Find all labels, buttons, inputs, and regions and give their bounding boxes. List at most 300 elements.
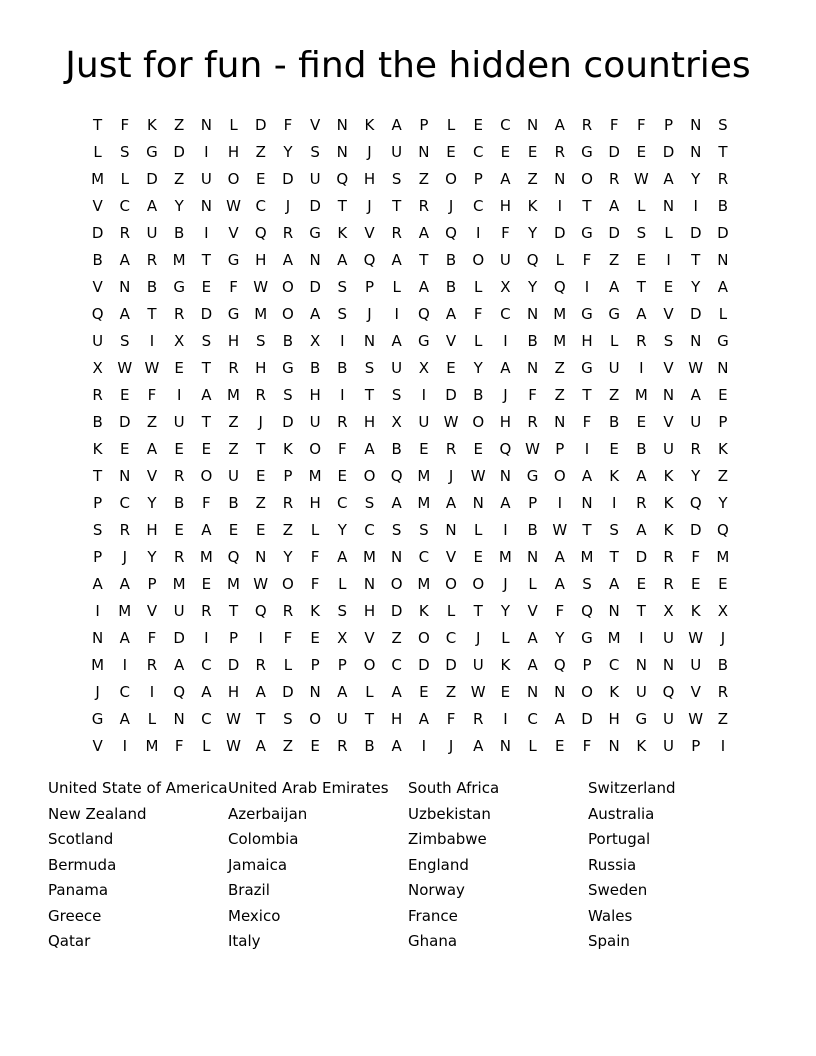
grid-letter: M	[716, 548, 730, 566]
grid-letter: V	[663, 413, 674, 431]
word-list-item: Colombia	[228, 830, 299, 848]
grid-letter: T	[93, 467, 103, 485]
grid-letter: F	[582, 413, 592, 431]
word-list-item: Uzbekistan	[408, 804, 491, 823]
grid-letter: T	[228, 602, 239, 620]
grid-letter: Q	[91, 305, 104, 323]
grid-letter: X	[717, 602, 729, 620]
grid-letter: S	[391, 386, 402, 404]
grid-letter: A	[201, 386, 212, 404]
grid-letter: N	[526, 548, 539, 566]
grid-letter: N	[717, 359, 729, 377]
grid-letter: O	[390, 575, 403, 593]
grid-letter: U	[608, 359, 620, 377]
grid-letter: E	[255, 521, 266, 539]
grid-letter: A	[255, 683, 266, 701]
grid-letter: I	[340, 386, 345, 404]
word-list-item: Qatar	[48, 932, 91, 950]
grid-letter: C	[472, 197, 484, 215]
grid-letter: Z	[282, 737, 294, 755]
grid-letter: P	[473, 170, 483, 188]
grid-letter: B	[445, 251, 457, 269]
grid-letter: A	[337, 548, 348, 566]
grid-letter: D	[200, 305, 213, 323]
grid-letter: X	[663, 602, 674, 620]
grid-letter: Y	[528, 224, 538, 242]
grid-letter: K	[609, 467, 620, 485]
grid-letter: C	[445, 629, 457, 647]
grid-letter: U	[92, 332, 104, 350]
grid-letter: S	[283, 710, 293, 728]
word-list-item: Brazil	[228, 881, 270, 899]
grid-letter: Y	[283, 548, 293, 566]
word-list-item: Norway	[408, 881, 465, 899]
grid-letter: T	[201, 359, 211, 377]
grid-letter: U	[146, 224, 158, 242]
grid-letter: G	[173, 278, 185, 296]
grid-letter: P	[691, 737, 701, 755]
grid-letter: W	[443, 413, 459, 431]
grid-letter: Q	[173, 683, 186, 701]
grid-letter: N	[526, 683, 539, 701]
grid-letter: A	[500, 170, 511, 188]
grid-letter: W	[253, 278, 269, 296]
grid-letter: R	[282, 224, 294, 242]
grid-letter: Z	[609, 386, 620, 404]
grid-letter: Q	[254, 602, 267, 620]
grid-letter: O	[282, 305, 294, 323]
grid-letter: M	[227, 386, 240, 404]
grid-letter: A	[337, 251, 348, 269]
grid-letter: S	[663, 332, 674, 350]
grid-letter: O	[445, 575, 457, 593]
grid-letter: L	[501, 629, 510, 647]
grid-letter: K	[717, 440, 728, 458]
grid-letter: C	[527, 710, 538, 728]
grid-letter: W	[688, 710, 704, 728]
grid-letter: K	[527, 197, 538, 215]
grid-letter: T	[256, 710, 266, 728]
grid-letter: D	[390, 602, 403, 620]
grid-letter: B	[473, 386, 484, 404]
grid-letter: B	[717, 197, 729, 215]
grid-letter: T	[582, 521, 592, 539]
grid-letter: Z	[255, 143, 266, 161]
grid-letter: B	[228, 494, 239, 512]
grid-letter: A	[391, 251, 402, 269]
grid-letter: A	[500, 359, 511, 377]
grid-letter: Y	[528, 278, 538, 296]
grid-letter: I	[503, 521, 508, 539]
grid-letter: R	[92, 386, 103, 404]
grid-letter: T	[473, 602, 483, 620]
grid-letter: D	[689, 224, 702, 242]
grid-letter: J	[367, 305, 372, 323]
grid-letter: D	[91, 224, 104, 242]
grid-letter: F	[637, 116, 646, 134]
grid-letter: F	[147, 629, 157, 647]
grid-letter: A	[554, 548, 565, 566]
grid-letter: W	[688, 629, 704, 647]
grid-letter: U	[391, 143, 403, 161]
grid-letter: D	[119, 413, 131, 431]
grid-letter: M	[417, 494, 431, 512]
grid-letter: Q	[227, 548, 240, 566]
grid-letter: H	[309, 386, 321, 404]
grid-letter: C	[119, 494, 131, 512]
grid-letter: R	[173, 305, 185, 323]
grid-letter: Y	[337, 521, 347, 539]
grid-letter: L	[283, 656, 293, 674]
grid-letter: R	[663, 575, 674, 593]
grid-letter: F	[555, 602, 565, 620]
grid-letter: A	[418, 224, 429, 242]
grid-letter: E	[473, 548, 483, 566]
grid-letter: I	[639, 629, 644, 647]
grid-letter: S	[609, 521, 619, 539]
grid-letter: A	[391, 737, 402, 755]
grid-letter: D	[282, 683, 294, 701]
grid-letter: D	[309, 278, 321, 296]
grid-letter: D	[227, 656, 240, 674]
grid-letter: H	[608, 710, 620, 728]
grid-letter: Y	[283, 143, 293, 161]
grid-letter: M	[118, 602, 132, 620]
grid-letter: W	[552, 521, 568, 539]
grid-letter: T	[609, 548, 619, 566]
grid-letter: N	[255, 548, 267, 566]
grid-letter: I	[693, 197, 698, 215]
grid-letter: A	[146, 440, 158, 458]
grid-letter: A	[527, 629, 538, 647]
grid-letter: O	[417, 629, 430, 647]
grid-letter: A	[609, 197, 620, 215]
grid-letter: N	[554, 413, 566, 431]
grid-letter: F	[283, 629, 293, 647]
grid-letter: N	[690, 143, 702, 161]
grid-letter: Q	[553, 656, 566, 674]
grid-letter: D	[554, 224, 566, 242]
grid-letter: E	[636, 143, 647, 161]
grid-letter: Q	[445, 224, 457, 242]
grid-letter: J	[720, 629, 726, 647]
grid-letter: T	[691, 251, 701, 269]
grid-letter: Z	[174, 170, 185, 188]
grid-letter: W	[688, 359, 704, 377]
grid-letter: A	[636, 467, 647, 485]
grid-letter: A	[418, 710, 429, 728]
grid-letter: H	[363, 413, 376, 431]
grid-letter: L	[609, 332, 619, 350]
grid-letter: B	[146, 278, 158, 296]
grid-letter: N	[472, 494, 484, 512]
grid-letter: M	[172, 575, 186, 593]
grid-letter: J	[448, 737, 454, 755]
grid-letter: U	[663, 440, 675, 458]
grid-letter: A	[119, 629, 130, 647]
grid-letter: G	[227, 305, 240, 323]
word-list-item: Ghana	[408, 932, 458, 950]
grid-letter: P	[582, 656, 592, 674]
grid-letter: U	[309, 413, 321, 431]
grid-letter: A	[445, 305, 457, 323]
grid-letter: S	[255, 332, 266, 350]
word-list-item: Wales	[588, 906, 633, 925]
grid-letter: A	[391, 332, 402, 350]
grid-letter: N	[391, 548, 403, 566]
grid-letter: W	[117, 359, 133, 377]
grid-letter: E	[473, 116, 483, 134]
grid-letter: N	[445, 521, 457, 539]
grid-letter: M	[607, 629, 621, 647]
grid-letter: I	[503, 710, 508, 728]
grid-letter: D	[689, 305, 702, 323]
grid-letter: T	[201, 413, 211, 431]
grid-letter: E	[120, 440, 130, 458]
grid-letter: N	[173, 710, 185, 728]
grid-letter: S	[718, 116, 728, 134]
grid-letter: U	[228, 467, 240, 485]
grid-letter: Y	[691, 278, 701, 296]
grid-letter: L	[120, 170, 129, 188]
grid-letter: M	[91, 656, 105, 674]
grid-letter: H	[581, 332, 593, 350]
grid-letter: F	[609, 116, 619, 134]
grid-letter: Z	[445, 683, 457, 701]
grid-letter: N	[662, 386, 675, 404]
grid-letter: X	[309, 332, 321, 350]
grid-letter: K	[636, 737, 647, 755]
grid-letter: F	[582, 251, 592, 269]
word-list-item: Mexico	[228, 906, 281, 925]
grid-letter: O	[581, 683, 593, 701]
grid-letter: A	[717, 278, 729, 296]
grid-letter: G	[309, 224, 321, 242]
grid-letter: G	[717, 332, 729, 350]
grid-letter: N	[526, 116, 539, 134]
grid-letter: A	[663, 170, 674, 188]
grid-letter: S	[120, 332, 130, 350]
grid-letter: T	[582, 386, 592, 404]
grid-letter: E	[690, 575, 701, 593]
grid-letter: N	[91, 629, 104, 647]
grid-letter: R	[608, 170, 620, 188]
grid-letter: R	[201, 602, 212, 620]
grid-letter: H	[227, 143, 240, 161]
grid-letter: E	[555, 737, 565, 755]
grid-letter: X	[174, 332, 185, 350]
grid-letter: M	[227, 575, 240, 593]
grid-letter: R	[473, 710, 484, 728]
grid-letter: A	[119, 575, 130, 593]
grid-letter: V	[309, 116, 321, 134]
grid-letter: N	[554, 170, 566, 188]
grid-letter: Y	[555, 629, 565, 647]
grid-letter: Q	[526, 251, 539, 269]
grid-letter: P	[310, 656, 320, 674]
grid-letter: L	[637, 197, 646, 215]
grid-letter: A	[119, 710, 130, 728]
grid-letter: V	[445, 332, 457, 350]
grid-letter: M	[417, 467, 431, 485]
grid-letter: L	[202, 737, 211, 755]
grid-letter: G	[526, 467, 539, 485]
grid-letter: J	[448, 467, 454, 485]
grid-letter: A	[473, 737, 484, 755]
grid-letter: J	[503, 575, 508, 593]
grid-letter: W	[226, 710, 241, 728]
grid-letter: Q	[499, 440, 512, 458]
grid-letter: V	[663, 305, 674, 323]
grid-letter: E	[255, 170, 266, 188]
grid-letter: S	[120, 143, 130, 161]
grid-letter: W	[226, 737, 241, 755]
grid-letter: L	[555, 251, 564, 269]
grid-letter: I	[204, 224, 209, 242]
grid-letter: W	[226, 197, 241, 215]
grid-letter: W	[470, 683, 486, 701]
grid-letter: B	[92, 413, 103, 431]
grid-letter: N	[336, 116, 348, 134]
grid-letter: L	[392, 278, 401, 296]
grid-letter: Z	[554, 359, 565, 377]
grid-letter: A	[445, 494, 457, 512]
grid-letter: D	[282, 170, 294, 188]
grid-letter: Y	[691, 467, 701, 485]
grid-letter: E	[718, 575, 728, 593]
grid-letter: Y	[147, 548, 157, 566]
grid-letter: N	[363, 332, 376, 350]
grid-letter: N	[554, 683, 566, 701]
grid-letter: I	[666, 251, 671, 269]
grid-letter: A	[690, 386, 701, 404]
grid-letter: M	[498, 548, 512, 566]
word-list-item: Bermuda	[48, 855, 117, 874]
grid-letter: L	[310, 521, 320, 539]
grid-letter: B	[92, 251, 103, 269]
grid-letter: Z	[717, 710, 729, 728]
grid-letter: Y	[147, 494, 157, 512]
grid-letter: T	[636, 602, 646, 620]
grid-letter: A	[391, 116, 402, 134]
grid-letter: Y	[691, 170, 701, 188]
grid-letter: K	[310, 602, 321, 620]
grid-letter: F	[691, 548, 701, 566]
grid-letter: B	[337, 359, 348, 377]
grid-letter: A	[92, 575, 103, 593]
grid-letter: S	[337, 602, 348, 620]
grid-letter: X	[92, 359, 103, 377]
grid-letter: F	[310, 575, 320, 593]
grid-letter: Z	[282, 521, 294, 539]
grid-letter: F	[473, 305, 483, 323]
word-list-item: Greece	[48, 906, 102, 925]
grid-letter: Z	[146, 413, 158, 431]
grid-letter: M	[91, 170, 105, 188]
grid-letter: K	[92, 440, 103, 458]
grid-letter: J	[95, 683, 100, 701]
grid-letter: R	[690, 440, 701, 458]
grid-letter: M	[145, 737, 159, 755]
grid-letter: E	[120, 386, 130, 404]
grid-letter: F	[501, 224, 510, 242]
grid-letter: Z	[527, 170, 538, 188]
grid-letter: A	[554, 710, 565, 728]
word-list-item: France	[408, 906, 458, 925]
grid-letter: E	[663, 278, 674, 296]
grid-letter: E	[174, 440, 184, 458]
grid-letter: F	[582, 737, 592, 755]
grid-letter: I	[421, 737, 427, 755]
grid-letter: A	[418, 278, 429, 296]
grid-letter: A	[337, 683, 348, 701]
grid-letter: S	[337, 305, 348, 323]
word-list-item: South Africa	[408, 779, 500, 797]
grid-letter: S	[391, 170, 402, 188]
grid-letter: N	[717, 251, 729, 269]
grid-letter: D	[173, 143, 185, 161]
grid-letter: K	[663, 467, 674, 485]
grid-letter: M	[417, 575, 431, 593]
grid-letter: N	[608, 602, 620, 620]
grid-letter: U	[200, 170, 212, 188]
grid-letter: G	[418, 332, 430, 350]
grid-letter: Z	[717, 467, 729, 485]
grid-letter: Q	[363, 251, 376, 269]
word-list-item: Scotland	[48, 830, 114, 848]
word-list	[48, 776, 768, 955]
grid-letter: D	[445, 656, 457, 674]
grid-letter: U	[472, 656, 484, 674]
grid-letter: S	[582, 575, 592, 593]
grid-letter: O	[553, 467, 566, 485]
grid-letter: Z	[418, 170, 429, 188]
grid-letter: E	[500, 143, 511, 161]
grid-letter: S	[364, 359, 375, 377]
grid-letter: C	[608, 656, 620, 674]
grid-letter: U	[336, 710, 348, 728]
grid-letter: I	[557, 494, 562, 512]
grid-letter: R	[255, 656, 266, 674]
grid-letter: S	[283, 386, 293, 404]
grid-letter: E	[419, 683, 429, 701]
grid-letter: A	[554, 116, 565, 134]
grid-letter: A	[554, 575, 565, 593]
grid-letter: R	[418, 197, 430, 215]
grid-letter: A	[174, 656, 185, 674]
grid-letter: T	[337, 197, 347, 215]
grid-letter: V	[146, 467, 158, 485]
grid-letter: Z	[255, 494, 266, 512]
grid-letter: R	[581, 116, 593, 134]
grid-letter: V	[690, 683, 701, 701]
grid-letter: T	[256, 440, 266, 458]
grid-letter: D	[689, 521, 702, 539]
word-list-item: Zimbabwe	[408, 830, 487, 848]
grid-letter: A	[309, 305, 321, 323]
grid-letter: R	[146, 656, 158, 674]
grid-letter: F	[337, 440, 347, 458]
word-list-item: New Zealand	[48, 804, 147, 823]
grid-letter: K	[337, 224, 348, 242]
grid-letter: N	[499, 467, 512, 485]
grid-letter: D	[418, 656, 430, 674]
grid-letter: V	[364, 224, 375, 242]
grid-letter: P	[337, 656, 347, 674]
grid-letter: I	[122, 737, 127, 755]
grid-letter: I	[503, 332, 508, 350]
grid-letter: O	[445, 170, 457, 188]
